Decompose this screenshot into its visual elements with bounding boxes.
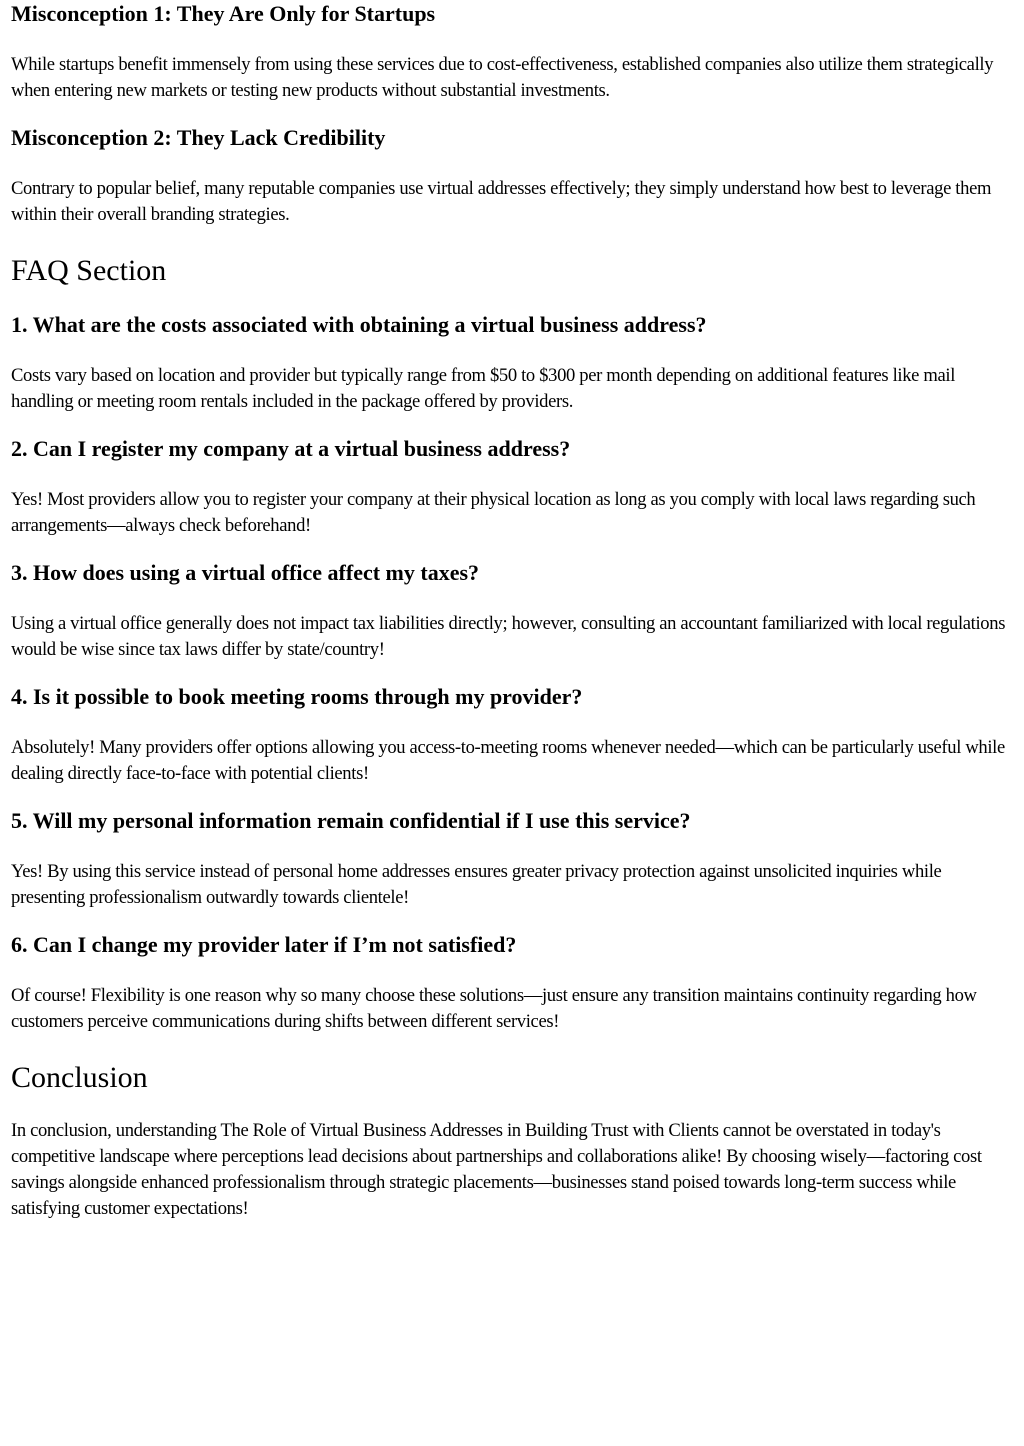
faq-question-5: 5. Will my personal information remain confidential if I use this service?: [11, 808, 691, 833]
conclusion-heading: Conclusion: [11, 1061, 148, 1094]
faq-question-6: 6. Can I change my provider later if I’m not satisfied?: [11, 932, 517, 957]
faq-question-2: 2. Can I register my company at a virtual business address?: [11, 436, 571, 461]
misconception-1-body: While startups benefit immensely from using these services due to cost-effectiveness, established companies also utilize them strategically when entering new markets or testing new products without substantial investments.: [11, 54, 994, 101]
misconception-1-heading: Misconception 1: They Are Only for Startups: [11, 1, 436, 26]
conclusion-body: In conclusion, understanding The Role of Virtual Business Addresses in Building Trust with Clients cannot be overstated in today's competitive landscape where perceptions lead decisions about partnerships and collaborations alike! By choosing wisely—factoring cost savings alongside enhanced professionalism through strategic placements—businesses stand poised towards long-term success while satisfying customer expectations!: [11, 1120, 982, 1219]
misconception-2-body: Contrary to popular belief, many reputable companies use virtual addresses effectively; they simply understand how best to leverage them within their overall branding strategies.: [11, 178, 992, 225]
faq-answer-2: Yes! Most providers allow you to register your company at their physical location as long as you comply with local laws regarding such arrangements—always check beforehand!: [11, 489, 976, 536]
faq-question-4: 4. Is it possible to book meeting rooms through my provider?: [11, 684, 583, 709]
faq-answer-3: Using a virtual office generally does not impact tax liabilities directly; however, consulting an accountant familiarized with local regulations would be wise since tax laws differ by state/country!: [11, 613, 1006, 660]
faq-answer-4: Absolutely! Many providers offer options allowing you access-to-meeting rooms whenever needed—which can be particularly useful while dealing directly face-to-face with potential clients!: [11, 737, 1005, 784]
misconception-2-heading: Misconception 2: They Lack Credibility: [11, 125, 386, 150]
faq-answer-5: Yes! By using this service instead of personal home addresses ensures greater privacy protection against unsolicited inquiries while presenting professionalism outwardly towards clientele!: [11, 861, 942, 908]
faq-answer-1: Costs vary based on location and provider but typically range from $50 to $300 per month depending on additional features like mail handling or meeting room rentals included in the package offered by providers.: [11, 365, 956, 412]
faq-question-1: 1. What are the costs associated with obtaining a virtual business address?: [11, 312, 707, 337]
faq-section-heading: FAQ Section: [11, 254, 167, 287]
faq-answer-6: Of course! Flexibility is one reason why so many choose these solutions—just ensure any transition maintains continuity regarding how customers perceive communications during shifts between different services!: [11, 985, 977, 1032]
faq-question-3: 3. How does using a virtual office affect my taxes?: [11, 560, 480, 585]
